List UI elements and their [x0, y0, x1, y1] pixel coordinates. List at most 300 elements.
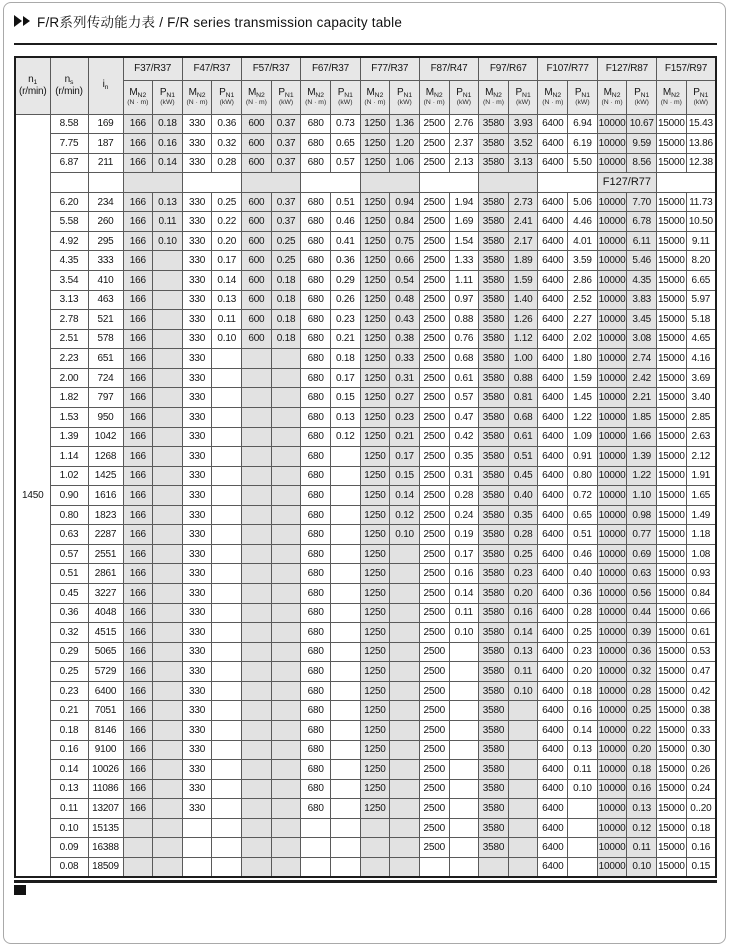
- power-cell-F37-R37: [153, 505, 183, 525]
- table-row: [15, 662, 716, 682]
- table-row: [15, 368, 716, 388]
- torque-cell-F77-R37: 1250: [360, 564, 390, 584]
- power-cell-F37-R37: [153, 407, 183, 427]
- table-row: [15, 623, 716, 643]
- power-cell-F157-R97: 9.11: [686, 231, 716, 251]
- power-cell-F87-R47: 2.76: [449, 114, 479, 134]
- power-header-unit: (kW): [219, 99, 234, 107]
- torque-cell-F157-R97: 15000: [657, 466, 687, 486]
- power-cell-F87-R47: 0.88: [449, 310, 479, 330]
- table-row: [15, 114, 716, 134]
- symbol-main: M: [307, 86, 316, 98]
- torque-cell-F87-R47: 2500: [419, 153, 449, 173]
- power-cell-F127-R87: 4.35: [627, 271, 657, 291]
- torque-cell-F157-R97: 15000: [657, 662, 687, 682]
- power-cell-F107-R77: 3.59: [568, 251, 598, 271]
- torque-cell-F127-R87: 10000: [597, 799, 627, 819]
- power-cell-F127-R87: 0.12: [627, 818, 657, 838]
- torque-cell-F77-R37: 1250: [360, 740, 390, 760]
- torque-cell-F87-R47: 2500: [419, 271, 449, 291]
- power-cell-F47-R37: [212, 427, 242, 447]
- power-cell-F57-R37: [271, 720, 301, 740]
- torque-cell-F67-R37: 680: [301, 760, 331, 780]
- torque-cell-F107-R77: 6400: [538, 231, 568, 251]
- power-cell-F87-R47: 0.61: [449, 368, 479, 388]
- power-cell-F77-R37: 0.94: [390, 192, 420, 212]
- power-cell-F57-R37: 0.18: [271, 271, 301, 291]
- power-cell-F157-R97: 12.38: [686, 153, 716, 173]
- torque-cell-F77-R37: 1250: [360, 114, 390, 134]
- ns-cell: 0.18: [50, 720, 88, 740]
- torque-cell-F127-R87: 10000: [597, 818, 627, 838]
- corner-header-ns: [50, 57, 88, 114]
- torque-cell-F47-R37: 330: [182, 251, 212, 271]
- power-cell-F57-R37: [271, 505, 301, 525]
- torque-cell-F37-R37: 166: [123, 642, 153, 662]
- symbol-subscript: N2: [671, 91, 680, 99]
- power-cell-F107-R77: 0.20: [568, 662, 598, 682]
- power-cell-F107-R77: 0.14: [568, 720, 598, 740]
- torque-cell-F87-R47: 2500: [419, 681, 449, 701]
- symbol-subscript: N2: [552, 91, 562, 99]
- ns-cell: 0.32: [50, 623, 88, 643]
- power-cell-F57-R37: [271, 681, 301, 701]
- power-cell-F67-R37: 0.15: [330, 388, 360, 408]
- torque-cell-F107-R77: 6400: [538, 212, 568, 232]
- torque-cell-F87-R47: 2500: [419, 134, 449, 154]
- torque-cell-F67-R37: 680: [301, 525, 331, 545]
- special-empty-cell: [360, 173, 419, 193]
- torque-cell-F37-R37: 166: [123, 349, 153, 369]
- power-cell-F77-R37: [390, 799, 420, 819]
- power-cell-F67-R37: [330, 701, 360, 721]
- power-cell-F97-R67: 0.45: [508, 466, 538, 486]
- torque-cell-F37-R37: 166: [123, 212, 153, 232]
- power-cell-F37-R37: [153, 427, 183, 447]
- torque-cell-F87-R47: 2500: [419, 212, 449, 232]
- torque-header-symbol: [657, 87, 686, 99]
- torque-cell-F157-R97: 15000: [657, 779, 687, 799]
- torque-cell-F127-R87: 10000: [597, 623, 627, 643]
- torque-cell-F127-R87: 10000: [597, 838, 627, 858]
- table-row: [15, 760, 716, 780]
- torque-header-symbol: [479, 87, 508, 99]
- torque-cell-F47-R37: [182, 838, 212, 858]
- torque-cell-F97-R67: 3580: [479, 388, 509, 408]
- torque-cell-F77-R37: 1250: [360, 134, 390, 154]
- corner-header-unit: (r/min): [19, 86, 47, 98]
- torque-cell-F97-R67: 3580: [479, 329, 509, 349]
- power-cell-F97-R67: 0.20: [508, 584, 538, 604]
- power-cell-F97-R67: 0.11: [508, 662, 538, 682]
- table-row: [15, 544, 716, 564]
- symbol-main: n: [28, 73, 34, 85]
- power-cell-F107-R77: 1.45: [568, 388, 598, 408]
- power-cell-F57-R37: [271, 799, 301, 819]
- torque-cell-F77-R37: 1250: [360, 525, 390, 545]
- torque-cell-F37-R37: [123, 838, 153, 858]
- power-cell-F67-R37: [330, 564, 360, 584]
- power-cell-F77-R37: 0.48: [390, 290, 420, 310]
- torque-cell-F67-R37: 680: [301, 447, 331, 467]
- power-cell-F67-R37: [330, 525, 360, 545]
- torque-cell-F57-R37: [242, 466, 272, 486]
- power-cell-F77-R37: 0.27: [390, 388, 420, 408]
- ns-cell: 5.58: [50, 212, 88, 232]
- torque-cell-F157-R97: 15000: [657, 329, 687, 349]
- torque-cell-F87-R47: 2500: [419, 466, 449, 486]
- power-cell-F127-R87: 0.28: [627, 681, 657, 701]
- power-cell-F97-R67: 0.25: [508, 544, 538, 564]
- torque-cell-F77-R37: 1250: [360, 799, 390, 819]
- power-cell-F37-R37: [153, 740, 183, 760]
- symbol-main: M: [662, 86, 672, 98]
- ratio-cell: 2861: [88, 564, 123, 584]
- power-cell-F157-R97: 4.65: [686, 329, 716, 349]
- torque-cell-F97-R67: 3580: [479, 623, 509, 643]
- power-cell-F57-R37: [271, 544, 301, 564]
- group-header-F87-R47: F87/R47: [419, 57, 478, 80]
- torque-cell-F157-R97: 15000: [657, 388, 687, 408]
- symbol-subscript: s: [69, 78, 74, 86]
- torque-cell-F97-R67: 3580: [479, 525, 509, 545]
- power-header: [568, 80, 598, 114]
- power-cell-F87-R47: [449, 838, 479, 858]
- torque-cell-F157-R97: 15000: [657, 701, 687, 721]
- power-cell-F47-R37: 0.32: [212, 134, 242, 154]
- symbol-main: P: [159, 86, 167, 98]
- torque-cell-F57-R37: 600: [242, 231, 272, 251]
- ratio-cell: 724: [88, 368, 123, 388]
- power-cell-F37-R37: [153, 720, 183, 740]
- torque-cell-F77-R37: 1250: [360, 388, 390, 408]
- symbol-main: M: [485, 86, 494, 98]
- torque-cell-F127-R87: 10000: [597, 544, 627, 564]
- torque-cell-F157-R97: 15000: [657, 447, 687, 467]
- torque-cell-F107-R77: 6400: [538, 584, 568, 604]
- power-cell-F97-R67: [508, 720, 538, 740]
- power-cell-F77-R37: [390, 720, 420, 740]
- torque-cell-F47-R37: 330: [182, 231, 212, 251]
- power-cell-F47-R37: [212, 818, 242, 838]
- power-cell-F157-R97: 0.24: [686, 779, 716, 799]
- power-cell-F127-R87: 10.67: [627, 114, 657, 134]
- torque-cell-F157-R97: 15000: [657, 427, 687, 447]
- table-row: [15, 564, 716, 584]
- triangle-icon: [14, 15, 22, 27]
- torque-cell-F47-R37: 330: [182, 153, 212, 173]
- power-cell-F97-R67: 1.59: [508, 271, 538, 291]
- torque-cell-F157-R97: 15000: [657, 720, 687, 740]
- ns-cell: 3.54: [50, 271, 88, 291]
- torque-cell-F97-R67: 3580: [479, 760, 509, 780]
- power-cell-F67-R37: 0.23: [330, 310, 360, 330]
- power-cell-F47-R37: [212, 525, 242, 545]
- symbol-subscript: N1: [581, 91, 591, 99]
- torque-cell-F47-R37: 330: [182, 603, 212, 623]
- torque-cell-F107-R77: 6400: [538, 466, 568, 486]
- torque-cell-F127-R87: 10000: [597, 720, 627, 740]
- power-cell-F157-R97: 11.73: [686, 192, 716, 212]
- ns-cell: 6.87: [50, 153, 88, 173]
- torque-cell-F127-R87: 10000: [597, 584, 627, 604]
- torque-cell-F67-R37: 680: [301, 466, 331, 486]
- power-cell-F127-R87: 1.22: [627, 466, 657, 486]
- table-row: [15, 466, 716, 486]
- power-cell-F57-R37: 0.18: [271, 310, 301, 330]
- power-cell-F77-R37: 0.43: [390, 310, 420, 330]
- torque-cell-F57-R37: [242, 779, 272, 799]
- power-header: [449, 80, 479, 114]
- ratio-cell: 797: [88, 388, 123, 408]
- power-cell-F127-R87: 0.18: [627, 760, 657, 780]
- power-cell-F57-R37: 0.18: [271, 329, 301, 349]
- power-cell-F157-R97: 0.15: [686, 857, 716, 877]
- ns-cell: 0.51: [50, 564, 88, 584]
- power-cell-F47-R37: [212, 779, 242, 799]
- torque-cell-F57-R37: 600: [242, 251, 272, 271]
- torque-cell-F67-R37: 680: [301, 544, 331, 564]
- power-cell-F57-R37: 0.37: [271, 212, 301, 232]
- torque-cell-F77-R37: 1250: [360, 251, 390, 271]
- symbol-main: P: [219, 86, 226, 98]
- torque-cell-F57-R37: 600: [242, 212, 272, 232]
- torque-cell-F127-R87: 10000: [597, 192, 627, 212]
- symbol-subscript: N2: [374, 91, 384, 99]
- ratio-cell: 295: [88, 231, 123, 251]
- power-cell-F57-R37: [271, 466, 301, 486]
- torque-cell-F107-R77: 6400: [538, 368, 568, 388]
- table-row: [15, 427, 716, 447]
- torque-cell-F37-R37: 166: [123, 799, 153, 819]
- power-cell-F37-R37: 0.10: [153, 231, 183, 251]
- power-cell-F87-R47: 1.33: [449, 251, 479, 271]
- torque-cell-F107-R77: 6400: [538, 662, 568, 682]
- torque-header-unit: (N · m): [601, 99, 623, 107]
- power-header-symbol: [450, 87, 479, 99]
- power-cell-F97-R67: 0.14: [508, 623, 538, 643]
- torque-cell-F107-R77: 6400: [538, 134, 568, 154]
- torque-cell-F127-R87: 10000: [597, 701, 627, 721]
- power-cell-F97-R67: [508, 740, 538, 760]
- power-header-symbol: [627, 87, 656, 99]
- power-cell-F127-R87: 0.77: [627, 525, 657, 545]
- torque-cell-F57-R37: 600: [242, 329, 272, 349]
- power-cell-F107-R77: 2.86: [568, 271, 598, 291]
- power-cell-F67-R37: 0.29: [330, 271, 360, 291]
- power-cell-F97-R67: 3.52: [508, 134, 538, 154]
- torque-header-symbol: [361, 87, 390, 99]
- torque-header-symbol: [242, 87, 271, 99]
- torque-cell-F67-R37: 680: [301, 720, 331, 740]
- torque-cell-F107-R77: 6400: [538, 447, 568, 467]
- power-cell-F97-R67: 0.13: [508, 642, 538, 662]
- power-cell-F87-R47: 1.94: [449, 192, 479, 212]
- torque-cell-F107-R77: 6400: [538, 407, 568, 427]
- power-cell-F57-R37: [271, 701, 301, 721]
- group-header-F97-R67: F97/R67: [479, 57, 538, 80]
- torque-cell-F37-R37: 166: [123, 388, 153, 408]
- torque-cell-F97-R67: 3580: [479, 153, 509, 173]
- special-empty-cell: [182, 173, 241, 193]
- torque-cell-F57-R37: 600: [242, 290, 272, 310]
- torque-cell-F57-R37: [242, 368, 272, 388]
- torque-cell-F127-R87: 10000: [597, 271, 627, 291]
- torque-cell-F107-R77: 6400: [538, 799, 568, 819]
- table-row: [15, 799, 716, 819]
- power-cell-F97-R67: [508, 779, 538, 799]
- power-cell-F157-R97: 3.40: [686, 388, 716, 408]
- torque-cell-F67-R37: 680: [301, 368, 331, 388]
- torque-header: [360, 80, 390, 114]
- power-cell-F67-R37: 0.12: [330, 427, 360, 447]
- torque-cell-F157-R97: 15000: [657, 525, 687, 545]
- power-cell-F97-R67: 3.93: [508, 114, 538, 134]
- torque-cell-F97-R67: 3580: [479, 407, 509, 427]
- section-marker-icon: [14, 15, 30, 27]
- ratio-cell: 15135: [88, 818, 123, 838]
- torque-cell-F127-R87: 10000: [597, 349, 627, 369]
- torque-cell-F67-R37: 680: [301, 271, 331, 291]
- torque-cell-F157-R97: 15000: [657, 564, 687, 584]
- power-cell-F87-R47: 0.24: [449, 505, 479, 525]
- power-cell-F107-R77: 0.11: [568, 760, 598, 780]
- power-cell-F157-R97: 6.65: [686, 271, 716, 291]
- table-row: [15, 857, 716, 877]
- power-cell-F107-R77: [568, 799, 598, 819]
- power-cell-F57-R37: 0.37: [271, 114, 301, 134]
- torque-cell-F97-R67: 3580: [479, 740, 509, 760]
- power-cell-F67-R37: 0.46: [330, 212, 360, 232]
- symbol-main: n: [64, 73, 70, 85]
- torque-cell-F77-R37: [360, 857, 390, 877]
- torque-cell-F127-R87: 10000: [597, 231, 627, 251]
- power-cell-F47-R37: [212, 388, 242, 408]
- power-cell-F47-R37: 0.14: [212, 271, 242, 291]
- torque-cell-F57-R37: [242, 544, 272, 564]
- torque-cell-F37-R37: 166: [123, 134, 153, 154]
- power-cell-F47-R37: 0.36: [212, 114, 242, 134]
- power-header-unit: (kW): [338, 99, 353, 107]
- ratio-cell: 5729: [88, 662, 123, 682]
- table-row: [15, 329, 716, 349]
- power-cell-F37-R37: [153, 623, 183, 643]
- power-cell-F157-R97: 0..20: [686, 799, 716, 819]
- torque-cell-F47-R37: 330: [182, 447, 212, 467]
- power-cell-F57-R37: [271, 740, 301, 760]
- torque-cell-F107-R77: 6400: [538, 857, 568, 877]
- ratio-cell: 333: [88, 251, 123, 271]
- torque-header: [123, 80, 153, 114]
- torque-cell-F37-R37: 166: [123, 329, 153, 349]
- torque-cell-F67-R37: 680: [301, 349, 331, 369]
- torque-cell-F47-R37: 330: [182, 760, 212, 780]
- special-empty-cell: [242, 173, 301, 193]
- corner-header-symbol: [89, 79, 123, 92]
- torque-cell-F127-R87: 10000: [597, 153, 627, 173]
- torque-cell-F57-R37: 600: [242, 310, 272, 330]
- power-cell-F97-R67: 2.41: [508, 212, 538, 232]
- power-cell-F57-R37: 0.25: [271, 231, 301, 251]
- torque-cell-F47-R37: 330: [182, 310, 212, 330]
- power-cell-F77-R37: [390, 740, 420, 760]
- triangle-icon: [23, 16, 30, 26]
- power-cell-F157-R97: 0.61: [686, 623, 716, 643]
- power-cell-F77-R37: [390, 779, 420, 799]
- torque-cell-F37-R37: 166: [123, 505, 153, 525]
- power-cell-F67-R37: 0.21: [330, 329, 360, 349]
- ns-cell: 4.35: [50, 251, 88, 271]
- torque-cell-F87-R47: 2500: [419, 114, 449, 134]
- torque-cell-F127-R87: 10000: [597, 329, 627, 349]
- torque-cell-F37-R37: 166: [123, 544, 153, 564]
- ns-cell: 0.08: [50, 857, 88, 877]
- power-cell-F157-R97: 1.18: [686, 525, 716, 545]
- torque-cell-F37-R37: 166: [123, 740, 153, 760]
- power-cell-F57-R37: [271, 349, 301, 369]
- torque-cell-F47-R37: 330: [182, 740, 212, 760]
- power-cell-F67-R37: 0.65: [330, 134, 360, 154]
- power-cell-F157-R97: 0.16: [686, 838, 716, 858]
- power-cell-F57-R37: 0.37: [271, 192, 301, 212]
- torque-cell-F57-R37: [242, 838, 272, 858]
- power-cell-F87-R47: 1.69: [449, 212, 479, 232]
- torque-cell-F107-R77: 6400: [538, 818, 568, 838]
- page-title: F/R系列传动能力表 / F/R series transmission capacity table: [37, 15, 403, 30]
- torque-cell-F97-R67: 3580: [479, 251, 509, 271]
- torque-cell-F157-R97: 15000: [657, 368, 687, 388]
- torque-cell-F87-R47: 2500: [419, 642, 449, 662]
- power-cell-F67-R37: [330, 760, 360, 780]
- power-cell-F87-R47: 0.17: [449, 544, 479, 564]
- power-cell-F37-R37: [153, 447, 183, 467]
- torque-cell-F97-R67: 3580: [479, 447, 509, 467]
- power-cell-F57-R37: [271, 662, 301, 682]
- torque-cell-F107-R77: 6400: [538, 525, 568, 545]
- torque-cell-F107-R77: 6400: [538, 329, 568, 349]
- torque-cell-F87-R47: 2500: [419, 310, 449, 330]
- torque-cell-F107-R77: 6400: [538, 114, 568, 134]
- power-cell-F67-R37: [330, 740, 360, 760]
- power-cell-F87-R47: 0.31: [449, 466, 479, 486]
- power-cell-F37-R37: [153, 525, 183, 545]
- power-cell-F127-R87: 3.83: [627, 290, 657, 310]
- torque-cell-F107-R77: 6400: [538, 760, 568, 780]
- torque-cell-F67-R37: [301, 838, 331, 858]
- power-cell-F97-R67: 0.35: [508, 505, 538, 525]
- torque-cell-F47-R37: 330: [182, 525, 212, 545]
- power-cell-F37-R37: [153, 368, 183, 388]
- power-cell-F157-R97: 5.18: [686, 310, 716, 330]
- torque-cell-F77-R37: 1250: [360, 153, 390, 173]
- corner-header-n1: [15, 57, 50, 114]
- torque-cell-F127-R87: 10000: [597, 505, 627, 525]
- torque-cell-F157-R97: 15000: [657, 114, 687, 134]
- table-row: [15, 486, 716, 506]
- power-cell-F77-R37: 0.33: [390, 349, 420, 369]
- symbol-subscript: N2: [196, 91, 206, 99]
- torque-cell-F87-R47: 2500: [419, 290, 449, 310]
- torque-cell-F57-R37: 600: [242, 114, 272, 134]
- power-cell-F157-R97: 2.63: [686, 427, 716, 447]
- group-header-F107-R77: F107/R77: [538, 57, 597, 80]
- power-cell-F107-R77: 1.09: [568, 427, 598, 447]
- torque-cell-F77-R37: 1250: [360, 662, 390, 682]
- torque-cell-F47-R37: 330: [182, 114, 212, 134]
- torque-cell-F157-R97: 15000: [657, 486, 687, 506]
- power-cell-F77-R37: 0.31: [390, 368, 420, 388]
- power-header-symbol: [331, 87, 360, 99]
